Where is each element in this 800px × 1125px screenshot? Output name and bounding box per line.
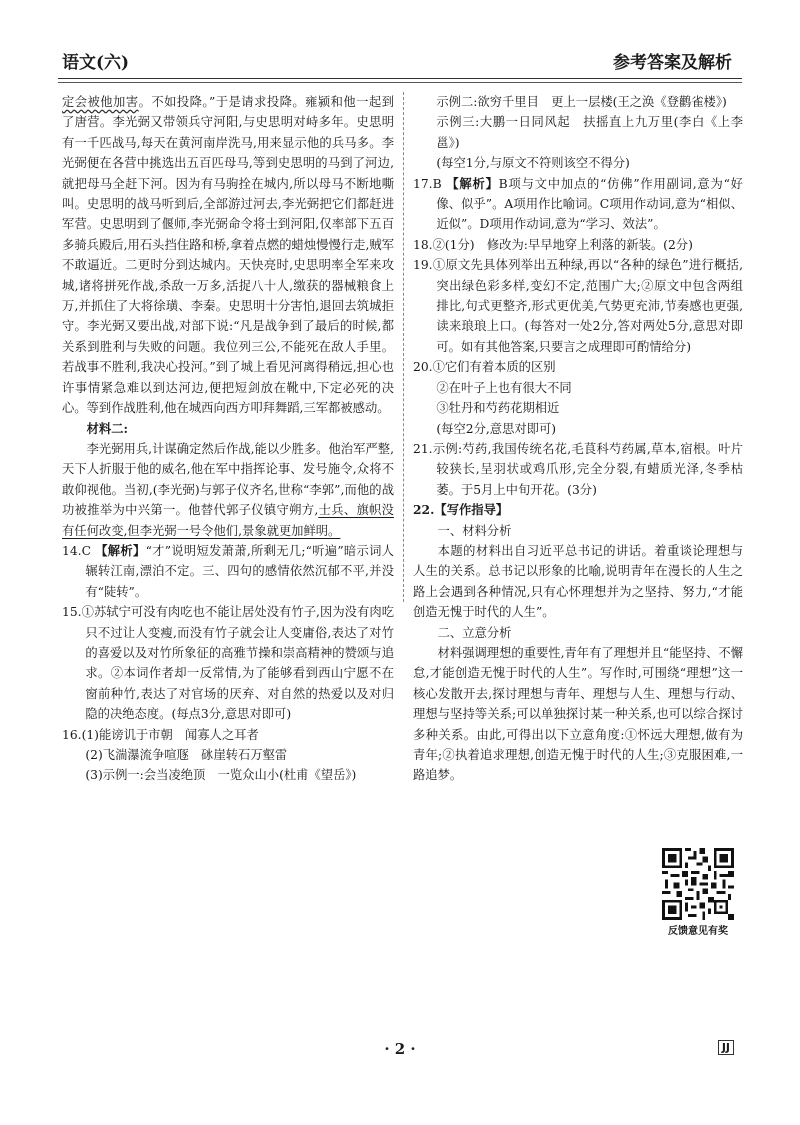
left-column — [62, 92, 394, 786]
answer-20: 20.①它们有着本质的区别 — [413, 360, 556, 375]
answer-20-line2: ②在叶子上也有很大不同 — [436, 380, 572, 395]
writing-section-1-text: 本题的材料出自习近平总书记的讲话。着重谈论理想与人生的关系。总书记以形象的比喻,说明青年在漫长的人生之路上会遇到各种情况,只有心怀理想并为之坚持、努力,“才能创造无愧于时代的人生”。 — [413, 543, 743, 620]
answer-20-line3: ③牡丹和芍药花期相近 — [436, 401, 560, 416]
writing-section-2-title: 二、立意分析 — [437, 625, 512, 640]
answer-14: 14.C 【解析】“才”说明短发萧萧,所剩无几;“听遍”暗示词人辗转江南,漂泊不定。三、四句的感情依然沉郁不平,并没有“陡转”。 — [62, 542, 394, 599]
answer-16: 16.(1)能谤讥于市朝 闻寡人之耳者 — [62, 727, 259, 742]
answer-17: 17.B 【解析】B项与文中加点的“仿佛”作用副词,意为“好像、似乎”。A项用作比喻词。C项用作动词,意为“相似、近似”。D项用作动词,意为“学习、效法”。 — [413, 175, 743, 232]
answer-16-note: (每空1分,与原文不符则该空不得分) — [436, 156, 630, 171]
wavy-underlined-phrase: 定会被他加害 — [62, 95, 139, 109]
answer-20-note: (每空2分,意思对即可) — [436, 421, 557, 436]
writing-section-1-title: 一、材料分析 — [437, 523, 512, 538]
answer-15: 15.①苏轼宁可没有肉吃也不能让居处没有竹子,因为没有肉吃只不过让人变瘦,而没有竹子就会让人变庸俗,表达了对竹的喜爱以及对竹所象征的高雅节操和崇高精神的赞颂与追求。②本词作者却一反常情,为了能够看到西山宁愿不在窗前种竹,表达了对官场的厌弃、对自然的热爱以及对归隐的决绝态度。(每点3分,意思对即可) — [62, 605, 394, 722]
answer-16-line2: (2)飞湍瀑流争喧豗 砯崖转石万壑雷 — [85, 748, 288, 762]
header-right-title: 参考答案及解析 — [613, 53, 732, 73]
material-one-paragraph: 定会被他加害。不如投降。”于是请求投降。雍颍和他一起到了唐营。李光弼又带领兵守河阳,与史思明对峙多年。史思明有一千匹战马,每天在黄河南岸洗马,用来显示他的兵马多。李光弼便在各营中挑选出五百匹母马,等到史思明的马到了河边,就把母马全赶下河。因为有马驹拴在城内,所以母马不断地嘶叫。史思明的战马听到后,全部游过河去,李光弼把它们都赶进军营。史思明到了偃师,李光弼命令将士到河阳,仅率部下五百多骑兵殿后,用石头挡住路和桥,拿着点燃的蜡烛慢慢行走,贼军不敢逼近。二更时分到达城内。天快亮时,史思明率全军来攻城,诸将拼死作战,杀敌一万多,活捉八十人,缴获的器械粮食上万,并抓住了大将徐璜、李秦。史思明十分害怕,退回去筑城拒守。李光弼又要出战,对部下说:“凡是战争到了最后的时候,都关系到胜利与失败的问题。我位列三公,不能死在敌人手里。若战事不胜利,我决心投河。”到了城上看见河离得稍远,担心也许事情紧急难以到达河边,便把短剑放在靴中,下定必死的决心。等到作战胜利,他在城西向西方叩拜舞蹈,三军都被感动。 — [62, 95, 394, 416]
header-rule-thin — [58, 82, 742, 83]
answer-22-heading: 22.【写作指导】 — [413, 502, 509, 518]
answer-16-line3: (3)示例一:会当凌绝顶 一览众山小(杜甫《望岳》) — [85, 768, 357, 783]
answer-19: 19.①原文先具体列举出五种绿,再以“各种的绿色”进行概括,突出绿色彩多样,变幻不定,范围广大;②原文中包含两组排比,句式更整齐,形式更优美,气势更充沛,节奏感也更强,读来琅琅上口。(每答对一处2分,答对两处5分,意思对即可。如有其他答案,只要言之成理即可酌情给分) — [413, 258, 743, 354]
right-column — [413, 92, 743, 786]
header-rule — [58, 78, 742, 79]
qr-caption: 反馈意见有奖 — [668, 926, 728, 937]
answer-16-example3: 示例三:大鹏一日同风起 扶摇直上九万里(李白《上李邕》) — [436, 115, 743, 150]
page-number: · 2 · — [384, 1040, 416, 1058]
header-left-title: 语文(六) — [62, 53, 130, 73]
material-two-paragraph: 李光弼用兵,计谋确定然后作战,能以少胜多。他治军严整,天下人折服于他的威名,他在军中指挥论事、发号施令,众将不敢仰视他。当初,(李光弼)与郭子仪齐名,世称“李郭”,而他的战功被推举为中兴第一。他替代郭子仪镇守朔方,士兵、旗帜没有任何改变,但李光弼一号令他们,景象就更加鲜明。 — [62, 441, 394, 538]
column-divider — [403, 92, 404, 602]
answer-16-example2: 示例二:欲穷千里目 更上一层楼(王之涣《登鹳雀楼》) — [436, 95, 727, 109]
writing-section-2-text: 材料强调理想的重要性,青年有了理想并且“能坚持、不懈怠,才能创造无愧于时代的人生”。写作时,可围绕“理想”这一核心发散开去,探讨理想与青年、理想与人生、理想与行动、理想与坚持等关系;可以单独探讨某一种关系,也可以综合探讨多种关系。由此,可得出以下立意角度:①怀远大理想,做有为青年;②执着追求理想,创造无愧于时代的人生;③克服困难,一路追梦。 — [413, 645, 743, 783]
material-two-title: 材料二: — [86, 420, 129, 436]
underlined-phrase: 士兵、旗帜没有任何改变,但李光弼一号令他们,景象就更加鲜明。 — [62, 503, 394, 538]
answer-18: 18.②(1分) 修改为:早早地穿上利落的新装。(2分) — [413, 237, 693, 252]
corner-mark: JJ — [718, 1040, 734, 1055]
answer-21: 21.示例:芍药,我国传统名花,毛茛科芍药属,草本,宿根。叶片较狭长,呈羽状或鸡爪形,完全分裂,有蜡质光泽,冬季枯萎。于5月上中旬开花。(3分) — [413, 441, 743, 497]
qr-code[interactable] — [662, 848, 734, 920]
